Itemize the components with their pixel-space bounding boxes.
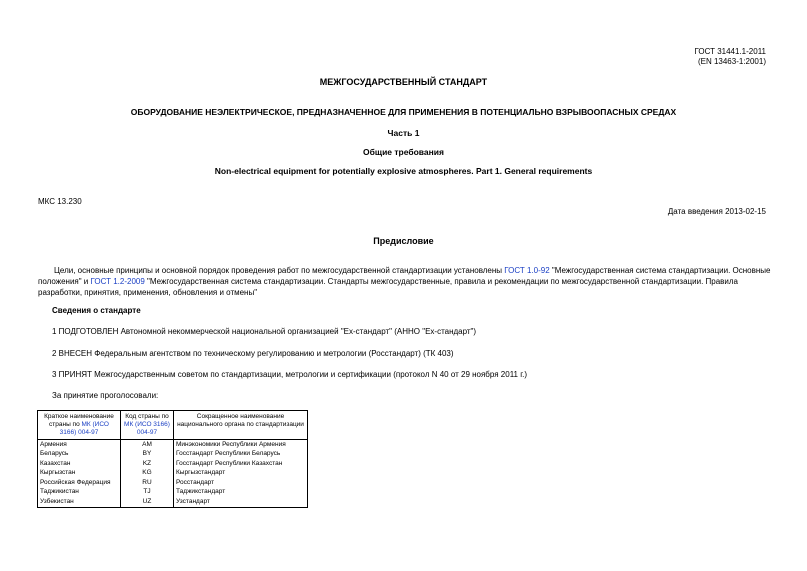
body-cell: Минэкономики Республики Армения: [174, 440, 308, 450]
header-body: Сокращенное наименование национального органа по стандартизации: [174, 411, 308, 440]
country-cell: Таджикистан: [38, 488, 121, 498]
info-heading: Сведения о стандарте: [52, 306, 141, 315]
en-number: (EN 13463-1:2001): [697, 57, 766, 66]
info-item-2: 2 ВНЕСЕН Федеральным агентством по техническому регулированию и метрологии (Росстандарт) (ТК 403): [52, 349, 454, 358]
code-cell: KZ: [121, 459, 174, 469]
country-cell: Российская Федерация: [38, 478, 121, 488]
voted-label: За принятие проголосовали:: [52, 391, 159, 400]
country-cell: Беларусь: [38, 450, 121, 460]
gost-number: ГОСТ 31441.1-2011: [694, 47, 766, 56]
code-cell: KG: [121, 469, 174, 479]
code-cell: RU: [121, 478, 174, 488]
english-title: Non-electrical equipment for potentially explosive atmospheres. Part 1. General requirements: [214, 166, 593, 176]
header-country: [38, 411, 121, 440]
body-cell: Кыргызстандарт: [174, 469, 308, 479]
code-cell: AM: [121, 440, 174, 450]
country-cell: Армения: [38, 440, 121, 450]
body-cell: Росстандарт: [174, 478, 308, 488]
info-item-1: 1 ПОДГОТОВЛЕН Автономной некоммерческой национальной организацией "Ех-стандарт" (АННО "Ех-стандарт"): [52, 327, 477, 336]
code-cell: BY: [121, 450, 174, 460]
header-code-link[interactable]: МК (ИСО 3166) 004-97: [124, 421, 170, 436]
introduction-date: Дата введения 2013-02-15: [667, 207, 766, 216]
mks-code: МКС 13.230: [38, 197, 82, 206]
table-row: [38, 488, 308, 498]
body-cell: Таджикстандарт: [174, 488, 308, 498]
foreword-paragraph: [38, 265, 772, 298]
foreword-text-1: Цели, основные принципы и основной порядок проведения работ по межгосударственной стандартизации установлены: [54, 266, 505, 275]
header-code-text: Код страны по: [125, 413, 169, 420]
country-cell: Казахстан: [38, 459, 121, 469]
document-title: ОБОРУДОВАНИЕ НЕЭЛЕКТРИЧЕСКОЕ, ПРЕДНАЗНАЧЕННОЕ ДЛЯ ПРИМЕНЕНИЯ В ПОТЕНЦИАЛЬНО ВЗРЫВООПАСНЫХ СРЕДАХ: [130, 107, 677, 117]
info-item-3: 3 ПРИНЯТ Межгосударственным советом по стандартизации, метрологии и сертификации (протокол N 40 от 29 ноября 2011 г.): [52, 370, 528, 379]
country-cell: Узбекистан: [38, 497, 121, 507]
foreword-text-2: "Межгосударственная система стандартизации. Основные положения" и: [38, 266, 771, 286]
table-row: [38, 459, 308, 469]
code-cell: TJ: [121, 488, 174, 498]
body-cell: Узстандарт: [174, 497, 308, 507]
standard-type: МЕЖГОСУДАРСТВЕННЫЙ СТАНДАРТ: [319, 77, 488, 87]
gost-1-0-link[interactable]: ГОСТ 1.0-92: [504, 266, 550, 275]
header-country-link[interactable]: МК (ИСО 3166) 004-97: [59, 421, 109, 436]
gost-1-2-link[interactable]: ГОСТ 1.2-2009: [90, 277, 145, 286]
table-row: [38, 440, 308, 450]
body-cell: Госстандарт Республики Беларусь: [174, 450, 308, 460]
code-cell: UZ: [121, 497, 174, 507]
table-row: [38, 450, 308, 460]
foreword-heading: Предисловие: [373, 236, 434, 246]
header-code: [121, 411, 174, 440]
header-country-text: Краткое наименование страны по: [44, 413, 114, 428]
part-number: Часть 1: [387, 128, 420, 138]
table-row: [38, 497, 308, 507]
foreword-text-3: "Межгосударственная система стандартизации. Стандарты межгосударственные, правила и рекомендации по межгосударственной стандартизации. Правила разработки, принятия, применения, обновления и отмены": [38, 277, 738, 297]
country-cell: Кыргызстан: [38, 469, 121, 479]
document-subtitle: Общие требования: [363, 147, 444, 157]
voting-table: [37, 410, 308, 508]
table-row: [38, 469, 308, 479]
table-header-row: [38, 411, 308, 440]
table-row: [38, 478, 308, 488]
body-cell: Госстандарт Республики Казахстан: [174, 459, 308, 469]
